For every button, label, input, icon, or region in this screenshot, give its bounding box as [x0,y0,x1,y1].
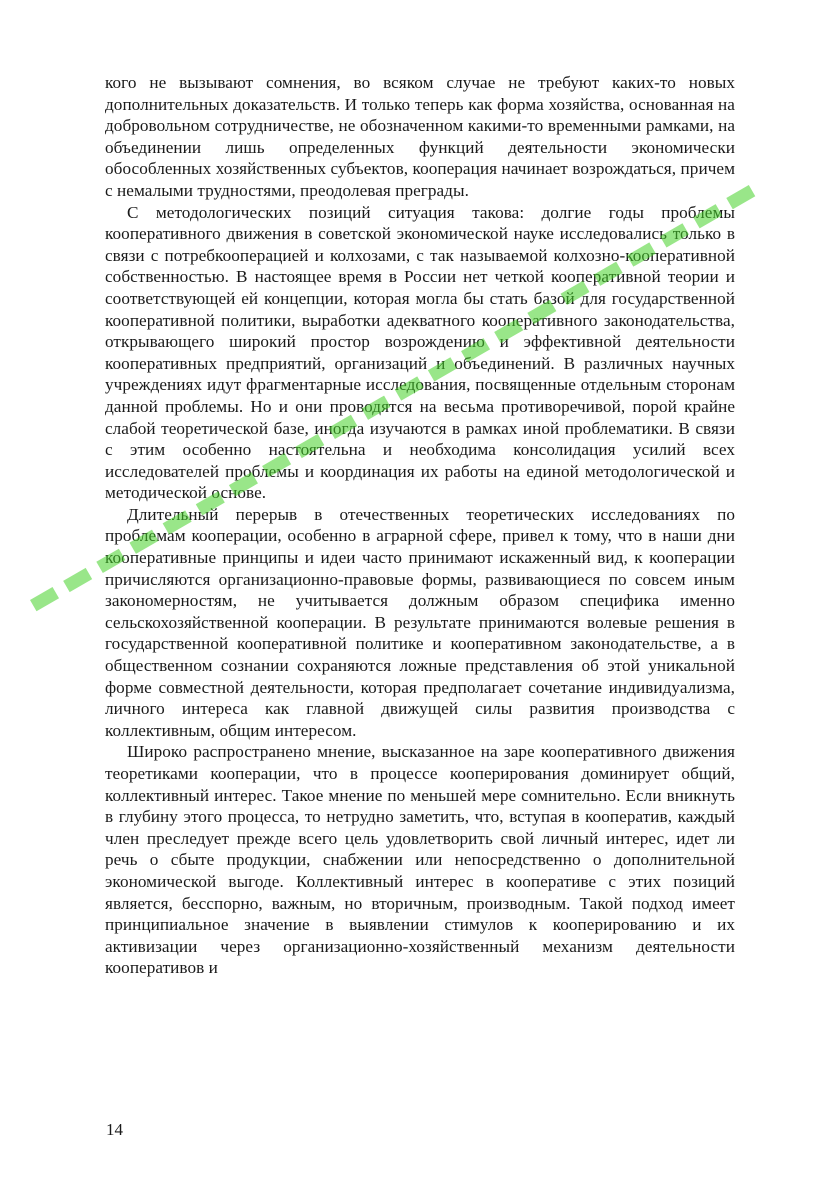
page-number: 14 [106,1120,123,1139]
paragraph-4: Широко распространено мнение, высказанное на заре кооперативного движения теоретиками кооперации, что в процессе кооперирования доминирует общий, коллективный интерес. Такое мнение по меньшей мере сомнительно. Если вникнуть в глубину этого процесса, то нетрудно заметить, что, вступая в кооператив, каждый член преследует прежде всего цель удовлетворить свой личный интерес, идет ли речь о сбыте продукции, снабжении или непосредственно о дополнительной экономической выгоде. Коллективный интерес в кооперативе с этих позиций является, бесспорно, важным, но вторичным, производным. Такой подход имеет принципиальное значение в выявлении стимулов к кооперированию и их активизации через организационно-хозяйственный механизм деятельности кооперативов и [105,742,735,978]
paragraph-2: С методологических позиций ситуация такова: долгие годы проблемы кооперативного движения в советской экономической науке исследовались только в связи с потребкооперацией и колхозами, с так называемой колхозно-кооперативной собственностью. В настоящее время в России нет четкой кооперативной теории и соответствующей ей концепции, которая могла бы стать базой для государственной кооперативной политики, выработки адекватного кооперативного законодательства, открывающего широкий простор возрождению и эффективной деятельности кооперативных предприятий, организаций и объединений. В различных научных учреждениях идут фрагментарные исследования, посвященные отдельным сторонам данной проблемы. Но и они проводятся на весьма противоречивой, порой крайне слабой теоретической базе, иногда изучаются в рамках иной проблематики. В связи с этим особенно настоятельна и необходима консолидация усилий всех исследователей проблемы и координация их работы на единой методологической и методической основе. [105,202,735,503]
paragraph-3: Длительный перерыв в отечественных теоретических исследованиях по проблемам кооперации, особенно в аграрной сфере, привел к тому, что в наши дни кооперативные принципы и идеи часто принимают искаженный вид, к кооперации причисляются организационно-правовые формы, развивающиеся по совсем иным закономерностям, не учитывается должным образом специфика именно сельскохозяйственной кооперации. В результате принимаются волевые решения в государственной кооперативной политике и кооперативном законодательстве, а в общественном сознании сохраняются ложные представления об этой уникальной форме совместной деятельности, которая предполагает сочетание индивидуализма, личного интереса как главной движущей силы развития производства с коллективным, общим интересом. [105,504,735,740]
paragraph-1: кого не вызывают сомнения, во всяком случае не требуют каких-то новых дополнительных доказательств. И только теперь как форма хозяйства, основанная на добровольном сотрудничестве, не обозначенном какими-то временными рамками, на объединении лишь определенных функций деятельности экономически обособленных хозяйственных субъектов, кооперация начинает возрождаться, причем с немалыми трудностями, преодолевая преграды. [105,73,735,200]
body-text [105,72,735,979]
